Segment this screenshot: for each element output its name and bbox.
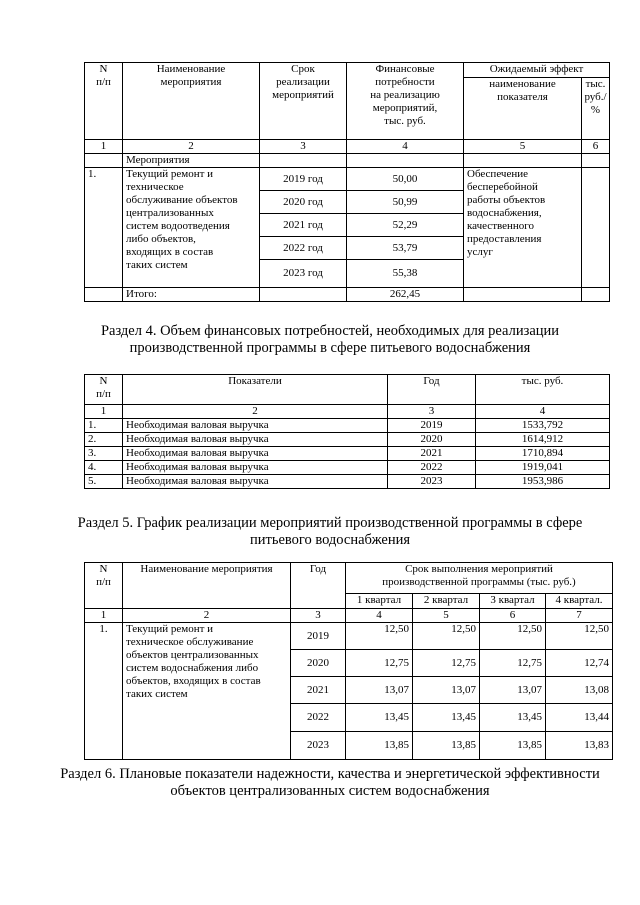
header-indicator-value: тыс. руб./ % — [582, 78, 610, 140]
measures-table — [84, 62, 610, 302]
header-finance: Финансовые потребности на реализацию мероприятий, тыс. руб. — [347, 63, 464, 140]
schedule-table — [84, 562, 613, 760]
row-number: 1. — [85, 168, 123, 288]
year-cell: 2019 год — [260, 168, 347, 191]
header-q2: 2 квартал — [413, 594, 480, 609]
col-number: 6 — [582, 140, 610, 154]
col-number: 7 — [546, 609, 613, 623]
year-cell: 2021 год — [260, 214, 347, 237]
amount-cell: 55,38 — [347, 260, 464, 288]
table-row: 1. Текущий ремонт и техническое обслуживание объектов централизованных систем водоснабжения либо объектов, входящих в состав таких систем 2019 12,50 12,50 12,50 12,50 — [85, 623, 613, 650]
year-cell: 2020 год — [260, 191, 347, 214]
col-number: 3 — [291, 609, 346, 623]
year-cell: 2022 год — [260, 237, 347, 260]
table-row: 2021 13,07 13,07 13,07 13,08 — [85, 677, 613, 704]
header-num: N п/п — [85, 563, 123, 609]
table-row: 2. Необходимая валовая выручка 2020 1614,912 — [85, 433, 610, 447]
table-row: 5. Необходимая валовая выручка 2023 1953,986 — [85, 475, 610, 489]
effect-text: Обеспечение бесперебойной работы объектов водоснабжения, качественного предоставления услуг — [464, 168, 582, 288]
col-number: 5 — [464, 140, 582, 154]
col-number: 2 — [123, 405, 388, 419]
col-number: 1 — [85, 405, 123, 419]
header-year: Год — [291, 563, 346, 609]
col-number: 5 — [413, 609, 480, 623]
header-year: Год — [388, 375, 476, 405]
amount-cell: 53,79 — [347, 237, 464, 260]
header-num: N п/п — [85, 375, 123, 405]
amount-cell: 50,99 — [347, 191, 464, 214]
header-effect: Ожидаемый эффект — [464, 63, 610, 78]
header-q4: 4 квартал. — [546, 594, 613, 609]
section6-title: Раздел 6. Плановые показатели надежности, качества и энергетической эффективности объектов централизованных систем водоснабжения — [60, 766, 600, 799]
row-number: 1. — [85, 623, 123, 760]
measure-name: Текущий ремонт и техническое обслуживание объектов централизованных систем водоотведения либо объектов, входящих в состав таких систем — [123, 168, 260, 288]
amount-cell: 52,29 — [347, 214, 464, 237]
total-label: Итого: — [123, 288, 260, 302]
table-row: 3. Необходимая валовая выручка 2021 1710,894 — [85, 447, 610, 461]
header-term: Срок реализации мероприятий — [260, 63, 347, 140]
col-number: 4 — [347, 140, 464, 154]
col-number: 2 — [123, 140, 260, 154]
table-row: 2022 13,45 13,45 13,45 13,44 — [85, 704, 613, 732]
col-number: 1 — [85, 609, 123, 623]
table-row: 2023 13,85 13,85 13,85 13,83 — [85, 732, 613, 760]
table-row: 2020 12,75 12,75 12,75 12,74 — [85, 650, 613, 677]
header-q3: 3 квартал — [480, 594, 546, 609]
header-indicator-name: наименование показателя — [464, 78, 582, 140]
measure-name: Текущий ремонт и техническое обслуживание объектов централизованных систем водоснабжения либо объектов, входящих в состав таких систем — [123, 623, 291, 760]
total-value: 262,45 — [347, 288, 464, 302]
header-num: N п/п — [85, 63, 123, 140]
revenue-table — [84, 374, 610, 489]
col-number: 4 — [346, 609, 413, 623]
table-row: 4. Необходимая валовая выручка 2022 1919,041 — [85, 461, 610, 475]
header-amount: тыс. руб. — [476, 375, 610, 405]
amount-cell: 50,00 — [347, 168, 464, 191]
col-number: 3 — [388, 405, 476, 419]
col-number: 6 — [480, 609, 546, 623]
section-label: Мероприятия — [123, 154, 260, 168]
header-name: Наименование мероприятия — [123, 63, 260, 140]
header-q1: 1 квартал — [346, 594, 413, 609]
col-number: 1 — [85, 140, 123, 154]
col-number: 4 — [476, 405, 610, 419]
section5-title: Раздел 5. График реализации мероприятий производственной программы в сфере питьевого водоснабжения — [77, 515, 583, 548]
col-number: 2 — [123, 609, 291, 623]
year-cell: 2023 год — [260, 260, 347, 288]
header-name: Наименование мероприятия — [123, 563, 291, 609]
table-row: 1. Необходимая валовая выручка 2019 1533,792 — [85, 419, 610, 433]
header-indicator: Показатели — [123, 375, 388, 405]
header-term: Срок выполнения мероприятий производственной программы (тыс. руб.) — [346, 563, 613, 594]
section4-title: Раздел 4. Объем финансовых потребностей, необходимых для реализации производственной программы в сфере питьевого водоснабжения — [100, 323, 560, 356]
col-number: 3 — [260, 140, 347, 154]
